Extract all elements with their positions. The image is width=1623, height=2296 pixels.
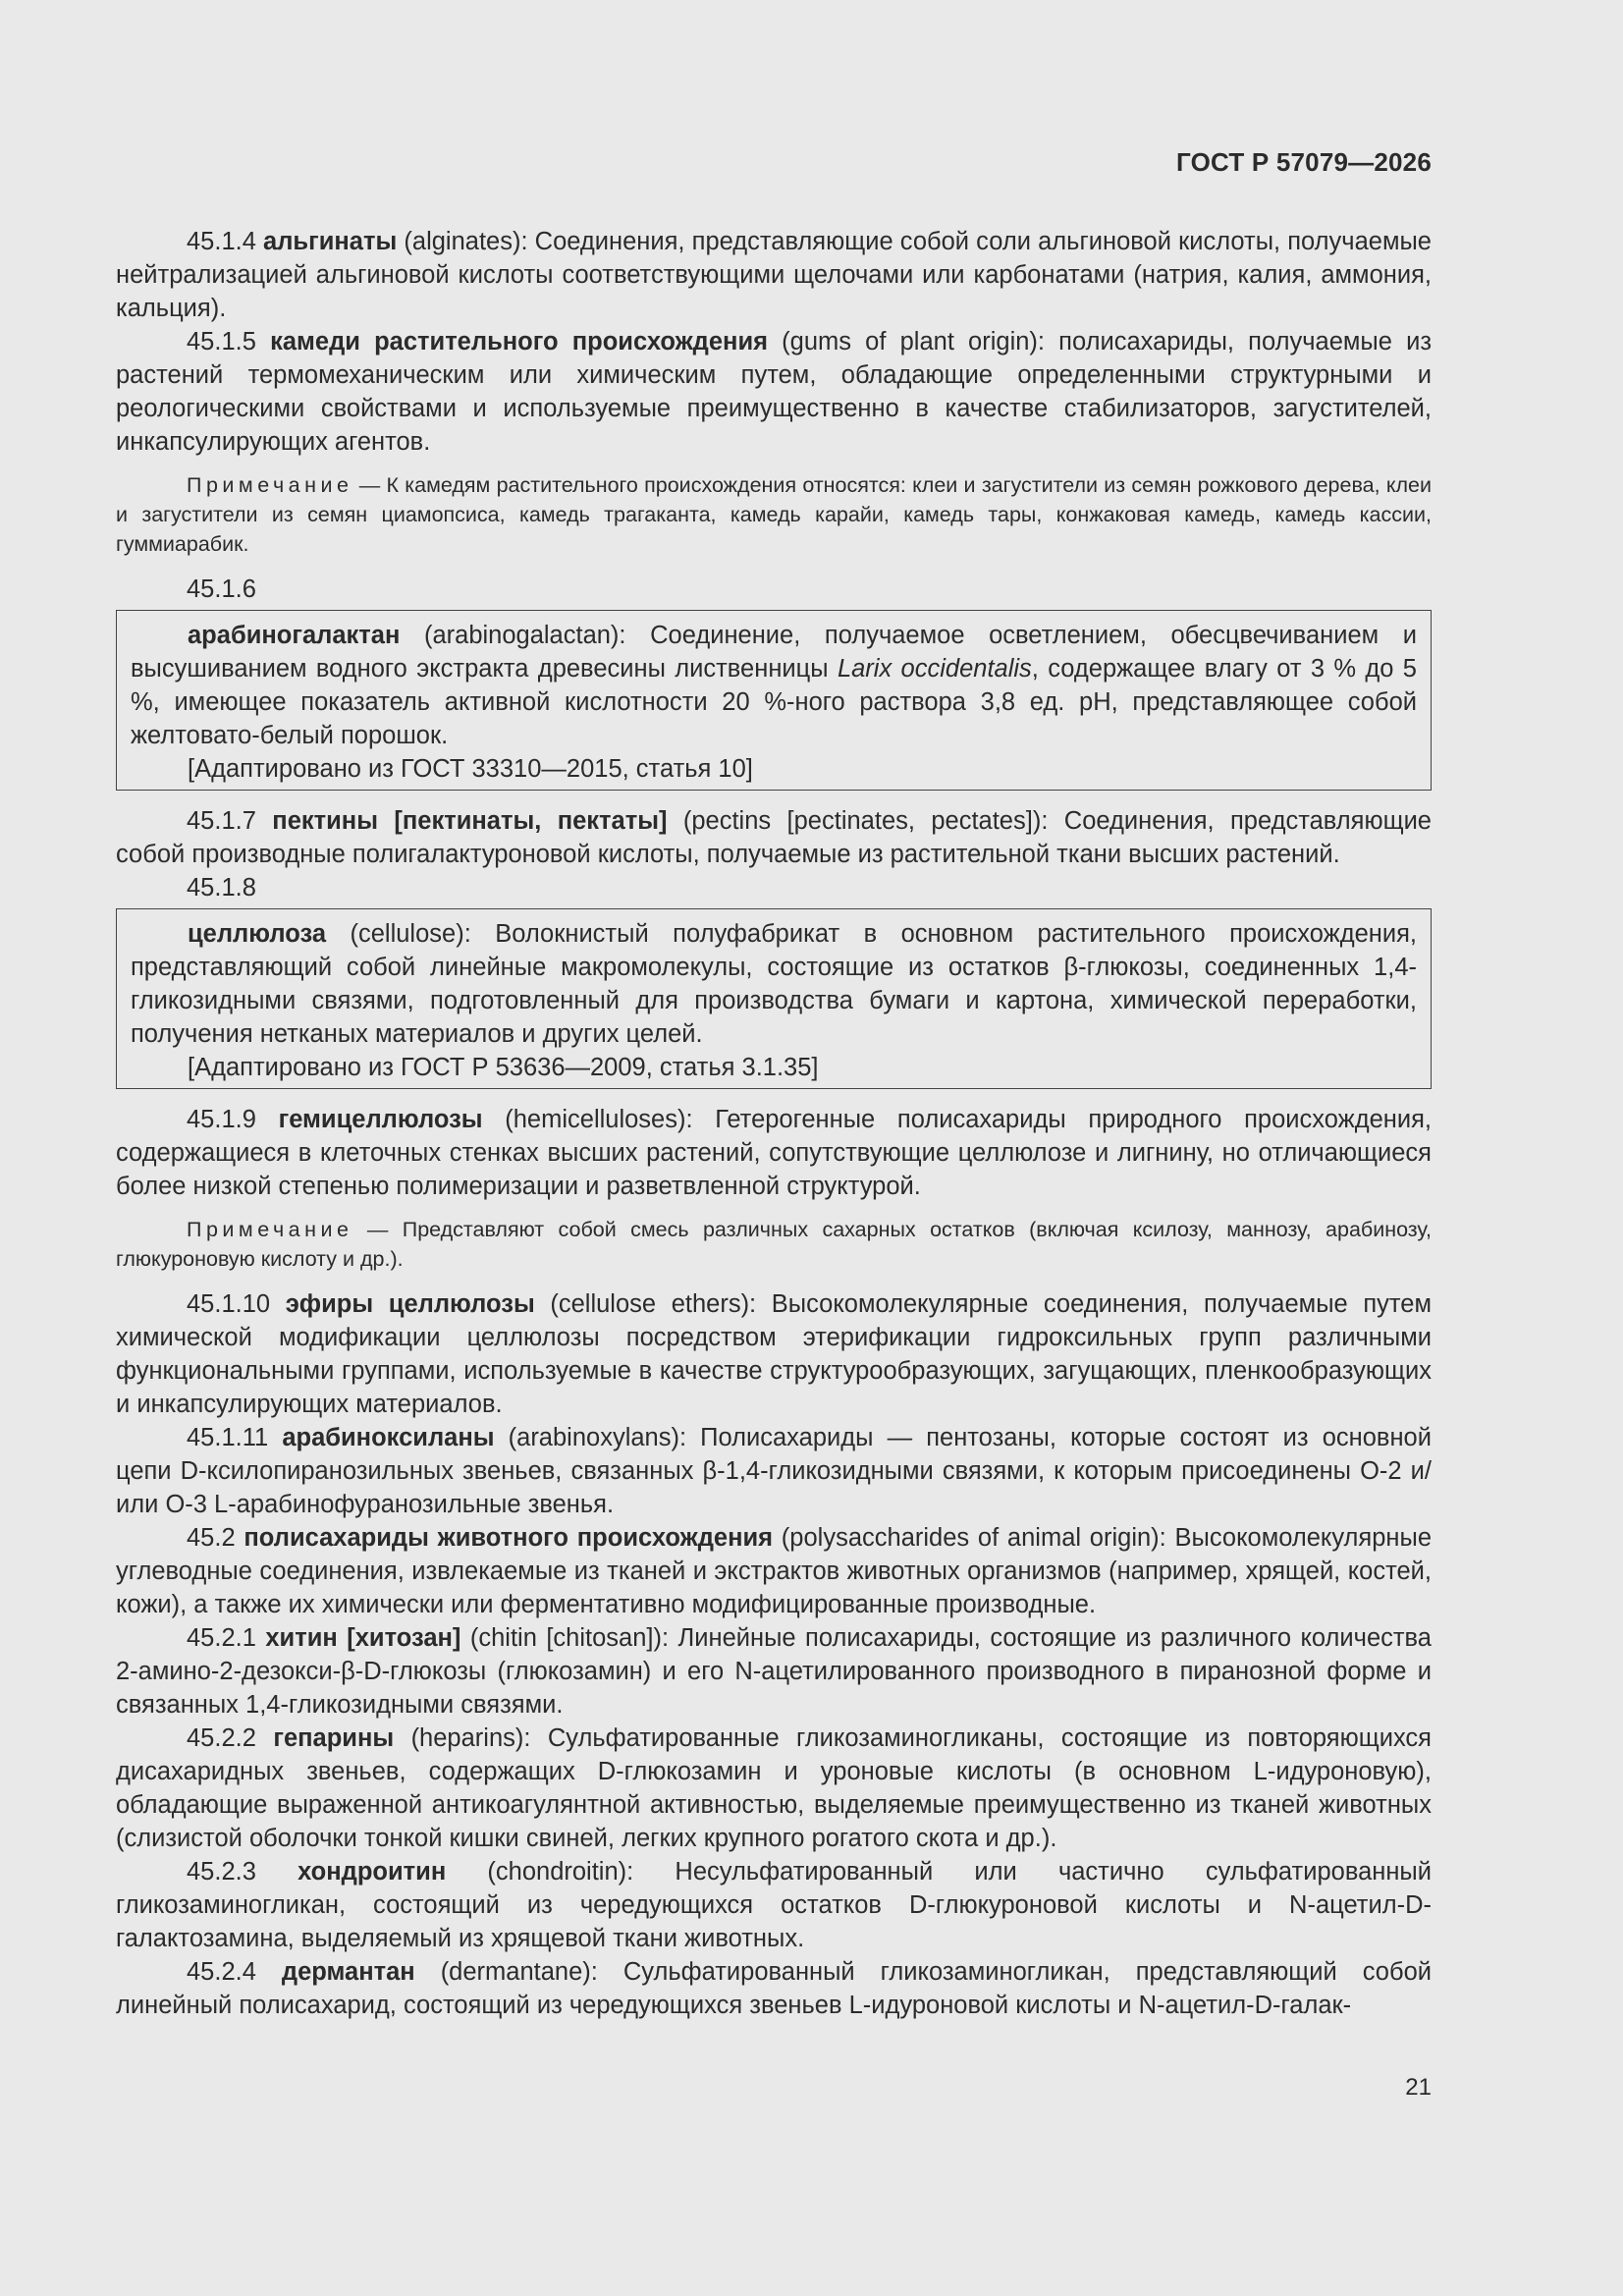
- entry-number: 45.1.4: [187, 228, 256, 255]
- entry-term: пектины [пектинаты, пектаты]: [272, 807, 668, 835]
- entry-definition: (heparins): Сульфатированные гликозаминогликаны, состоящие из повторяющихся дисахаридных звеньев, содержащих D-глюкозамин и уроновые кислоты (в основном L-идуроновую), обладающие выраженной антикоагулянтной активностью, выделяемые преимущественно из тканей животных (слизистой оболочки тонкой кишки свиней, легких крупного рогатого скота и др.).: [116, 1724, 1432, 1852]
- entry-term: эфиры целлюлозы: [285, 1290, 535, 1318]
- entry-definition: (dermantane): Сульфатированный гликозаминогликан, представляющий собой линейный полисахарид, состоящий из чередующихся звеньев L-идуроновой кислоты и N-ацетил-D-галак-: [116, 1958, 1432, 2019]
- entry-definition: (chondroitin): Несульфатированный или частично сульфатированный гликозаминогликан, состоящий из чередующихся остатков D-глюкуроновой кислоты и N-ацетил-D-галактозамина, выделяемый из хрящевой ткани животных.: [116, 1858, 1432, 1952]
- entry-number: 45.1.9: [187, 1106, 256, 1133]
- entry-45-1-10: [116, 1287, 1432, 1421]
- source-reference: [Адаптировано из ГОСТ Р 53636—2009, статья 3.1.35]: [188, 1054, 819, 1081]
- entry-45-1-5: [116, 325, 1432, 459]
- entry-term: дермантан: [281, 1958, 415, 1986]
- entry-number: 45.1.11: [187, 1424, 269, 1451]
- entry-term: арабиногалактан: [188, 622, 401, 649]
- entry-45-1-11: [116, 1421, 1432, 1521]
- note-text: — К камедям растительного происхождения относятся: клеи и загустители из семян рожкового дерева, клеи и загустители из семян циамопсиса, камедь трагаканта, камедь карайи, камедь тары, конжаковая камедь, камедь кассии, гуммиарабик.: [116, 473, 1432, 556]
- entry-definition: (cellulose ethers): Высокомолекулярные соединения, получаемые путем химической модификации целлюлозы посредством этерификации гидроксильных групп различными функциональными группами, используемые в качестве структурообразующих, загущающих, пленкообразующих и инкапсулирующих материалов.: [116, 1290, 1432, 1418]
- entry-45-1-4: [116, 225, 1432, 325]
- entry-number: 45.2.2: [187, 1724, 256, 1752]
- entry-definition: [131, 619, 1417, 752]
- note-text: — Представляют собой смесь различных сахарных остатков (включая ксилозу, маннозу, арабинозу, глюкуроновую кислоту и др.).: [116, 1218, 1432, 1271]
- entry-45-2-2: [116, 1722, 1432, 1855]
- source-reference: [Адаптировано из ГОСТ 33310—2015, статья 10]: [188, 755, 753, 783]
- entry-definition: (alginates): Соединения, представляющие собой соли альгиновой кислоты, получаемые нейтрализацией альгиновой кислоты соответствующими щелочами или карбонатами (натрия, калия, аммония, кальция).: [116, 228, 1432, 322]
- entry-term: хондроитин: [298, 1858, 447, 1886]
- species-name: Larix occidentalis: [837, 655, 1032, 683]
- entry-text-part: (cellulose): Волокнистый полуфабрикат в основном растительного происхождения, представляющий собой линейные макромолекулы, состоящие из остатков β-глюкозы, соединенных 1,4-гликозидными связями, подготовленный для производства бумаги и картона, химической переработки, получения нетканых материалов и других целей.: [131, 920, 1417, 1048]
- note-1: [116, 470, 1432, 559]
- entry-number: 45.2.1: [187, 1624, 256, 1652]
- entry-definition: (gums of plant origin): полисахариды, получаемые из растений термомеханическим или химическим путем, обладающие определенными структурными и реологическими свойствами и используемые преимущественно в качестве стабилизаторов, загустителей, инкапсулирующих агентов.: [116, 328, 1433, 456]
- entry-term: арабиноксиланы: [282, 1424, 495, 1451]
- entry-term: альгинаты: [263, 228, 398, 255]
- entry-number: 45.1.5: [187, 328, 256, 355]
- entry-definition: (arabinoxylans): Полисахариды — пентозаны, которые состоят из основной цепи D-ксилопиранозильных звеньев, связанных β-1,4-гликозидными связями, к которым присоединены О-2 и/или О-3 L-арабинофуранозильные звенья.: [116, 1424, 1432, 1518]
- entry-number: 45.2.3: [187, 1858, 256, 1886]
- entry-term: камеди растительного происхождения: [270, 328, 769, 355]
- entry-term: гепарины: [273, 1724, 395, 1752]
- entry-term: хитин [хитозан]: [265, 1624, 461, 1652]
- entry-number: 45.1.7: [187, 807, 256, 835]
- note-label: Примечание: [187, 1218, 353, 1241]
- boxed-entry-45-1-8: [116, 908, 1432, 1089]
- entry-45-2-1: [116, 1621, 1432, 1722]
- entry-number: 45.1.6: [187, 575, 256, 603]
- entry-number: 45.1.8: [187, 874, 256, 902]
- entry-45-2-3: [116, 1855, 1432, 1955]
- entry-45-2-4: [116, 1955, 1432, 2022]
- entry-term: гемицеллюлозы: [278, 1106, 483, 1133]
- entry-number: 45.1.10: [187, 1290, 271, 1318]
- entry-number: 45.2: [187, 1524, 236, 1552]
- entry-45-1-7: [116, 804, 1432, 871]
- entry-definition: (chitin [chitosan]): Линейные полисахариды, состоящие из различного количества 2-амино-2-дезокси-β-D-глюкозы (глюкозамин) и его N-ацетилированного производного в пиранозной форме и связанных 1,4-гликозидными связями.: [116, 1624, 1432, 1719]
- entry-text-part: , содержащее влагу от 3 % до 5 %, имеющее показатель активной кислотности 20 %-ного раствора 3,8 ед. pH, представляющее собой желтовато-белый порошок.: [131, 655, 1417, 749]
- document-body: [116, 225, 1432, 2022]
- entry-term: полисахариды животного происхождения: [243, 1524, 774, 1552]
- entry-term: целлюлоза: [188, 920, 327, 948]
- entry-definition: [131, 917, 1417, 1051]
- entry-definition: (polysaccharides of animal origin): Высокомолекулярные углеводные соединения, извлекаемые из тканей и экстрактов животных организмов (например, хрящей, костей, кожи), а также их химически или ферментативно модифицированные производные.: [116, 1524, 1433, 1618]
- entry-definition: (hemicelluloses): Гетерогенные полисахариды природного происхождения, содержащиеся в клеточных стенках высших растений, сопутствующие целлюлозе и лигнину, но отличающиеся более низкой степенью полимеризации и разветвленной структурой.: [116, 1106, 1432, 1200]
- boxed-entry-45-1-6: [116, 610, 1432, 791]
- note-2: [116, 1215, 1432, 1274]
- entry-45-2: [116, 1521, 1432, 1621]
- entry-45-1-9: [116, 1103, 1432, 1203]
- entry-text-part: (arabinogalactan): Соединение, получаемое осветлением, обесцвечиванием и высушиванием водного экстракта древесины лиственницы: [131, 622, 1417, 683]
- entry-definition: (pectins [pectinates, pectates]): Соединения, представляющие собой производные полигалактуроновой кислоты, получаемые из растительной ткани высших растений.: [116, 807, 1432, 868]
- document-header: ГОСТ Р 57079—2026: [1176, 147, 1432, 177]
- note-label: Примечание: [187, 473, 353, 497]
- page-number: 21: [1405, 2074, 1432, 2101]
- entry-number: 45.2.4: [187, 1958, 256, 1986]
